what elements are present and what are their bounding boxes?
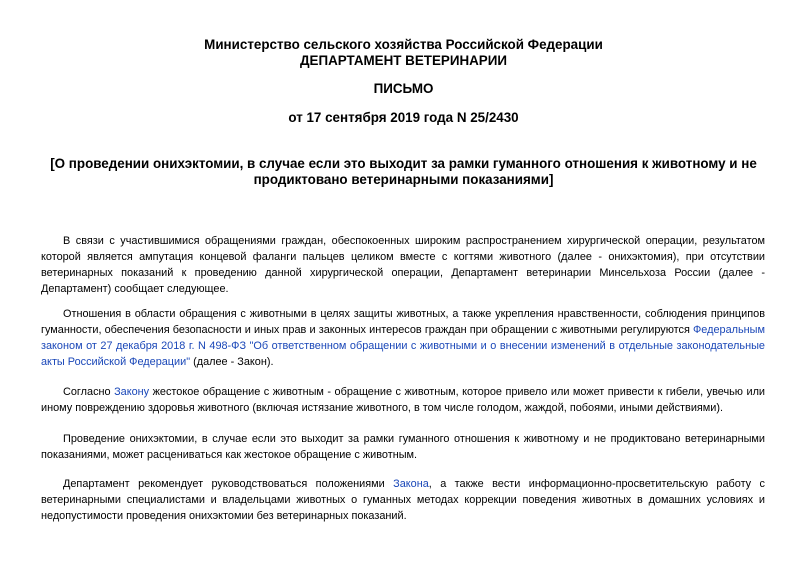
ministry-name: Министерство сельского хозяйства Российской Федерации xyxy=(204,37,603,52)
law-provisions-link[interactable]: Закона xyxy=(393,478,429,490)
paragraph-2-text-after: (далее - Закон). xyxy=(190,356,274,368)
paragraph-5-text-after: , а также вести информационно-просветительскую работу с ветеринарными специалистами и владельцами животных о гуманных методах коррекции поведения животных в домашних условиях и недопустимости проведения онихэктомии без ветеринарных показаний. xyxy=(41,478,765,522)
paragraph-3-text-after: жестокое обращение с животным - обращение с животным, которое привело или может привести к гибели, увечью или иному повреждению здоровья животного (включая истязание животного, в том числе голодом, жаждой, побоями, иными действиями). xyxy=(41,386,766,414)
paragraph-5-text-before: Департамент рекомендует руководствоваться положениями xyxy=(63,478,394,490)
paragraph-2-text-before: Отношения в области обращения с животными в целях защиты животных, а также укрепления нравственности, соблюдения принципов гуманности, обеспечения безопасности и иных прав и законных интересов граждан при обращении с животными регулируются xyxy=(41,308,765,336)
department-name: ДЕПАРТАМЕНТ ВЕТЕРИНАРИИ xyxy=(300,53,507,68)
federal-law-link[interactable]: Федеральным законом от 27 декабря 2018 г. N 498-ФЗ "Об ответственном обращении с животными и о внесении изменений в отдельные законодательные акты Российской Федерации" xyxy=(41,324,765,368)
paragraph-5 xyxy=(41,476,765,524)
paragraph-4: Проведение онихэктомии, в случае если это выходит за рамки гуманного отношения к животному и не продиктовано ветеринарными показаниями, может расцениваться как жестокое обращение с животным. xyxy=(41,433,765,461)
paragraph-3-text-before: Согласно xyxy=(63,386,115,398)
document-type: ПИСЬМО xyxy=(373,81,434,96)
law-link[interactable]: Закону xyxy=(114,386,150,398)
document-title: [О проведении онихэктомии, в случае если это выходит за рамки гуманного отношения к животному и не продиктовано ветеринарными показаниями] xyxy=(50,156,757,187)
document-date-number: от 17 сентября 2019 года N 25/2430 xyxy=(288,110,519,125)
paragraph-2 xyxy=(41,306,765,370)
paragraph-1: В связи с участившимися обращениями граждан, обеспокоенных широким распространением хирургической операции, результатом которой является ампутация концевой фаланги пальцев целиком вместе с когтями животного (далее - онихэктомия), при отсутствии ветеринарных показаний к проведению данной хирургической операции, Департамент ветеринарии Минсельхоза России (далее - Департамент) сообщает следующее. xyxy=(41,235,765,295)
paragraph-3 xyxy=(41,384,765,416)
